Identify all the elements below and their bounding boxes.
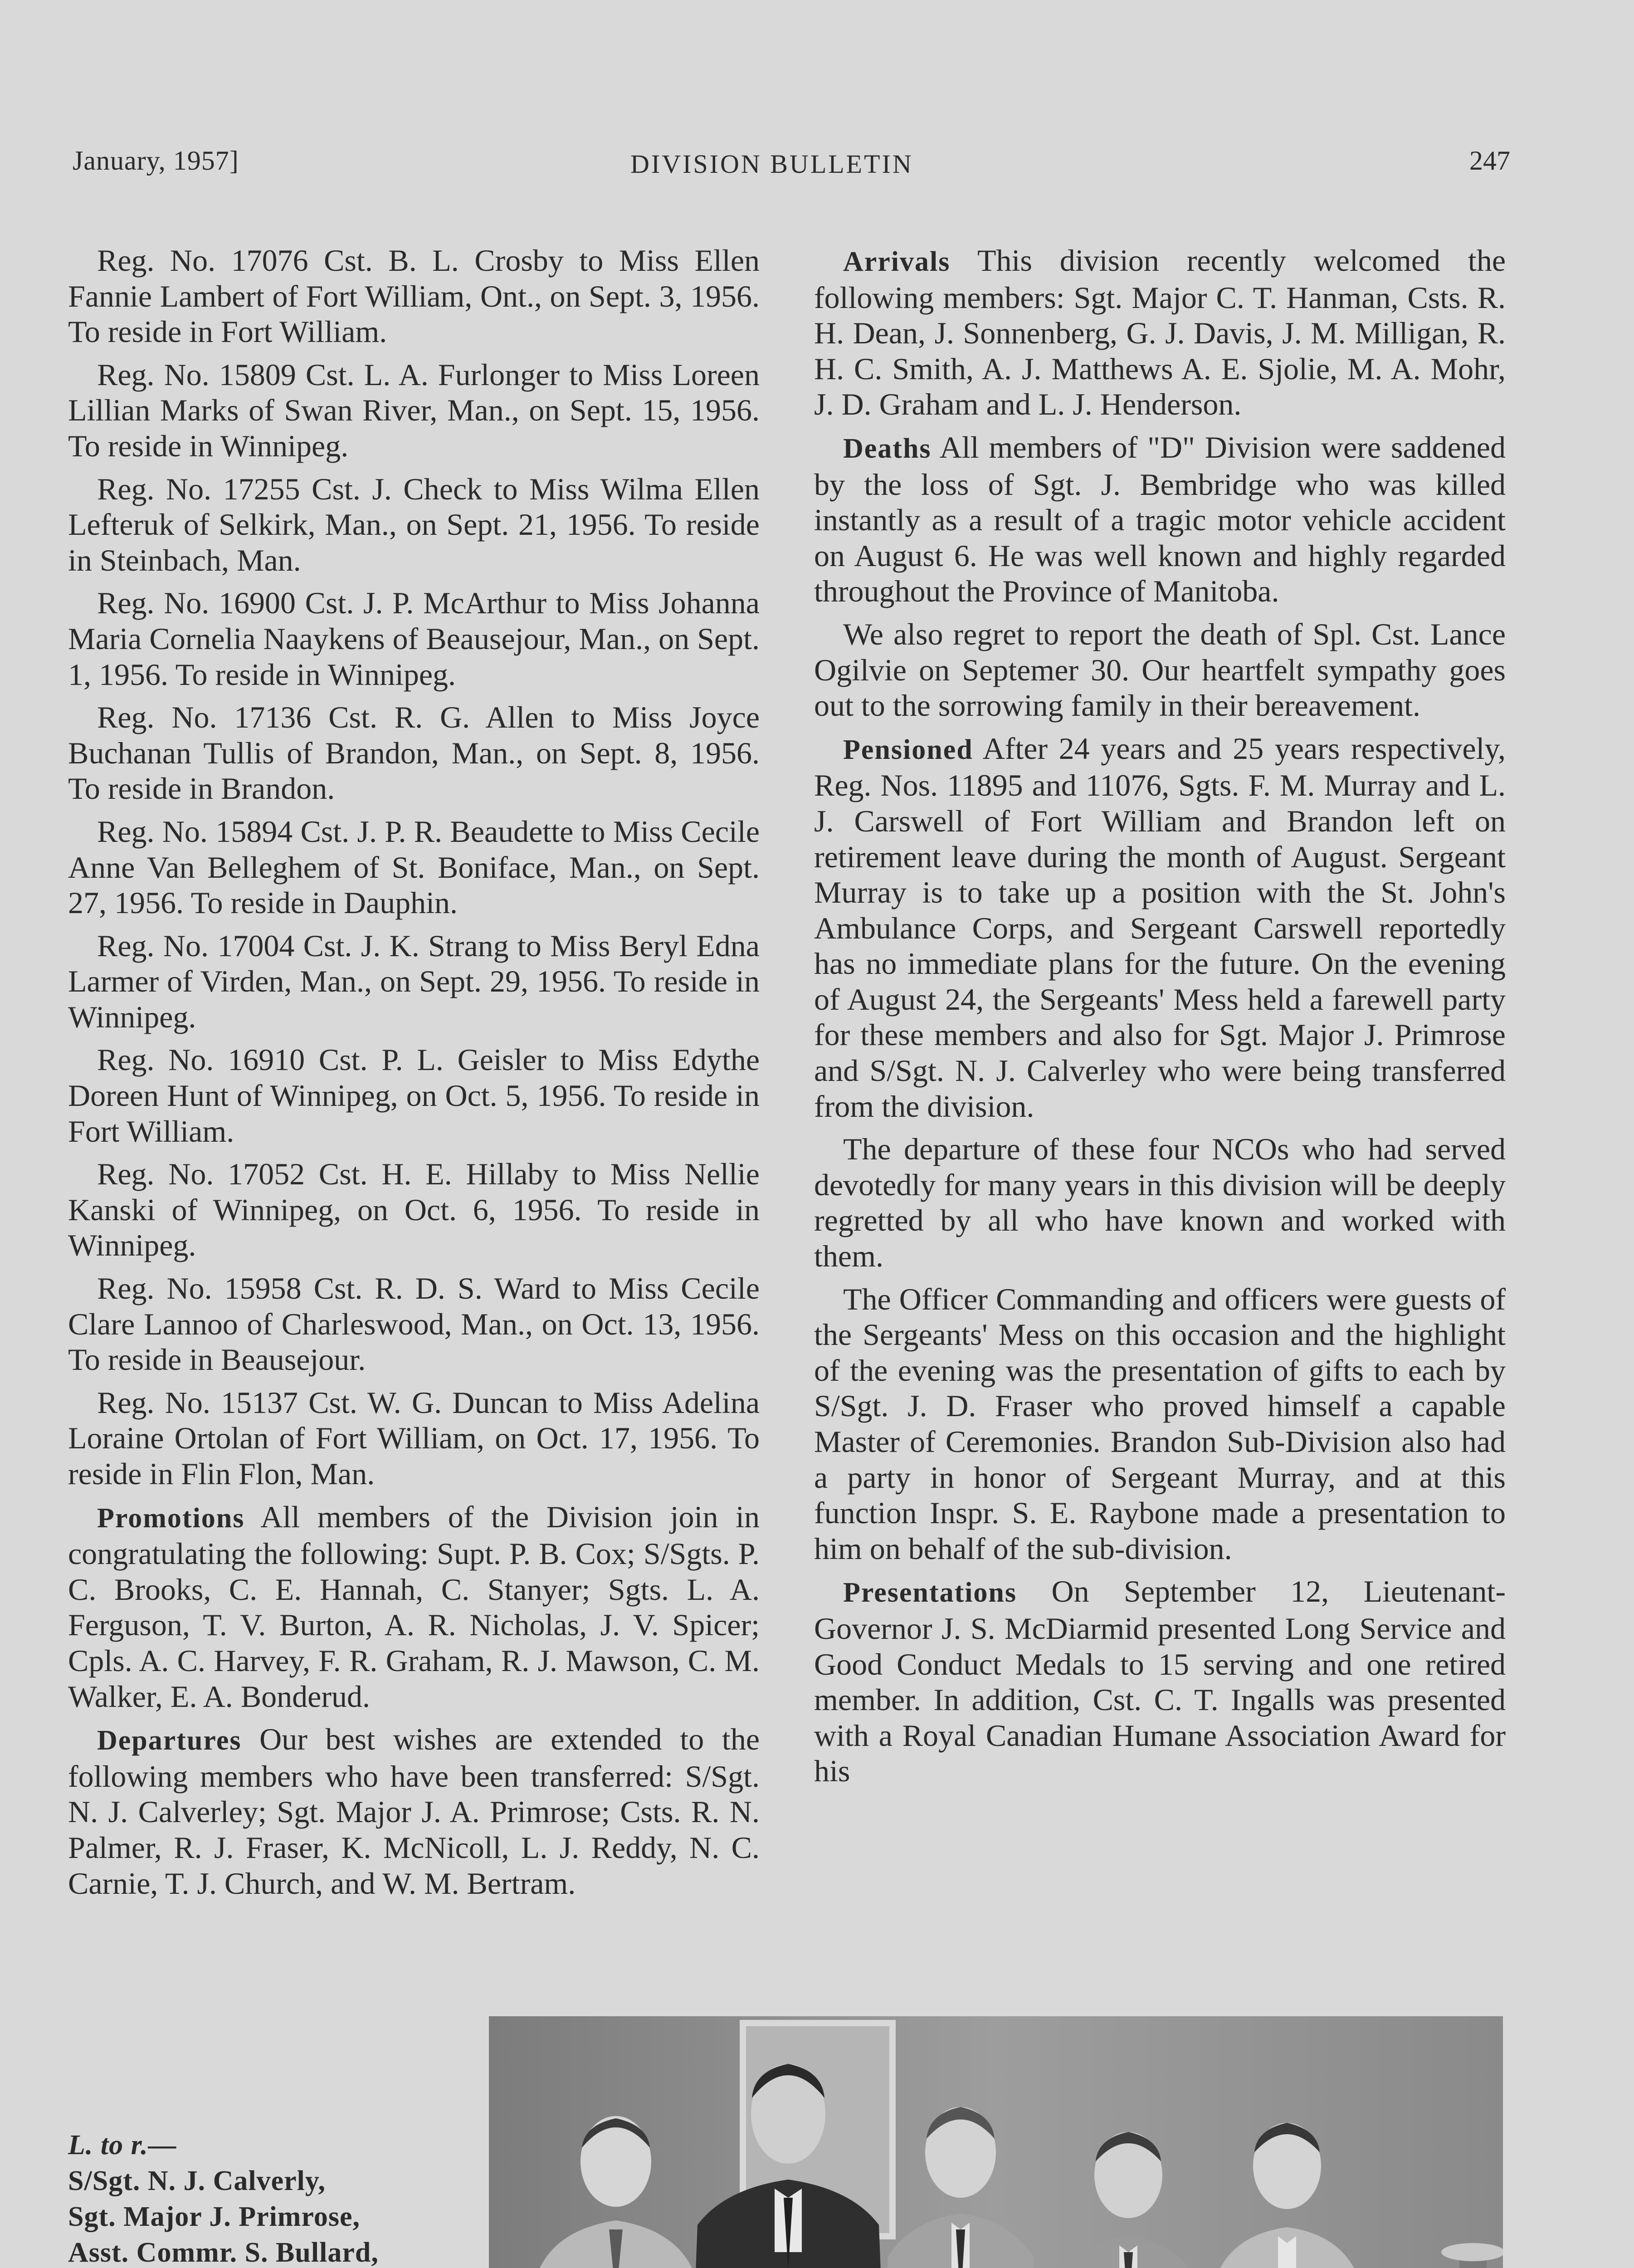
marriage-entry: Reg. No. 17004 Cst. J. K. Strang to Miss Beryl Edna Larmer of Virden, Man., on Sept. 29, 1956. To reside in Winnipeg. [68,928,760,1034]
departures-heading: Departures [97,1725,242,1756]
deaths-heading: Deaths [843,433,932,464]
marriage-entry: Reg. No. 17052 Cst. H. E. Hillaby to Miss Nellie Kanski of Winnipeg, on Oct. 6, 1956. To reside in Winnipeg. [68,1157,760,1263]
header-title: DIVISION BULLETIN [630,149,913,179]
caption-lead: L. to r.— [68,2130,177,2160]
right-column [814,243,1506,1796]
header-date: January, 1957] [73,146,239,176]
promotions-section [68,1499,760,1715]
presentations-section [814,1574,1506,1789]
deaths-paragraph-2: We also regret to report the death of Spl. Cst. Lance Ogilvie on Septemer 30. Our heartfelt sympathy goes out to the sorrowing family in their bereavement. [814,616,1506,723]
left-column [68,243,760,1908]
group-photo [489,2016,1503,2268]
pensioned-text: After 24 years and 25 years respectively, Reg. Nos. 11895 and 11076, Sgts. F. M. Murray and L. J. Carswell of Fort William and Brandon left on retirement leave during the month of August. Sergeant Murray is to take up a position with the St. John's Ambulance Corps, and Sergeant Carswell reportedly has no immediate plans for the future. On the evening of August 24, the Sergeants' Mess held a farewell party for these members and also for Sgt. Major J. Primrose and S/Sgt. N. J. Calverley who were being transferred from the division. [814,731,1506,1124]
presentations-text: On September 12, Lieutenant-Governor J. S. McDiarmid presented Long Service and Good Conduct Medals to 15 serving and one retired member. In addition, Cst. C. T. Ingalls was presented with a Royal Canadian Humane Association Award for his [814,1574,1506,1789]
deaths-text: All members of "D" Division were saddened by the loss of Sgt. J. Bembridge who was killed instantly as a result of a tragic motor vehicle accident on August 6. He was well known and highly regarded throughout the Province of Manitoba. [814,430,1506,609]
pensioned-paragraph-3: The Officer Commanding and officers were guests of the Sergeants' Mess on this occasion and the highlight of the evening was the presentation of gifts to each by S/Sgt. J. D. Fraser who proved himself a capable Master of Ceremonies. Brandon Sub-Division also had a party in honor of Sergeant Murray, and at this function Inspr. S. E. Raybone made a presentation to him on behalf of the sub-division. [814,1281,1506,1566]
running-header [73,145,1510,195]
arrivals-section [814,243,1506,422]
marriage-entry: Reg. No. 16900 Cst. J. P. McArthur to Miss Johanna Maria Cornelia Naaykens of Beausejour, Man., on Sept. 1, 1956. To reside in Winnipeg. [68,586,760,692]
departures-section [68,1721,760,1901]
marriage-entry: Reg. No. 17136 Cst. R. G. Allen to Miss Joyce Buchanan Tullis of Brandon, Man., on Sept. 8, 1956. To reside in Brandon. [68,700,760,806]
pensioned-section [814,731,1506,1124]
arrivals-heading: Arrivals [843,246,951,277]
caption-line: S/Sgt. N. J. Calverly, [68,2165,326,2196]
pensioned-paragraph-2: The departure of these four NCOs who had served devotedly for many years in this division will be deeply regretted by all who have known and worked with them. [814,1132,1506,1274]
caption-line: Sgt. Major J. Primrose, [68,2201,360,2232]
departures-text: Our best wishes are extended to the following members who have been transferred: S/Sgt. N. J. Calverley; Sgt. Major J. A. Primrose; Csts. R. N. Palmer, R. J. Fraser, K. McNicoll, L. J. Reddy, N. C. Carnie, T. J. Church, and W. M. Bertram. [68,1722,760,1901]
deaths-section [814,430,1506,609]
promotions-heading: Promotions [97,1502,245,1534]
marriage-entry: Reg. No. 15137 Cst. W. G. Duncan to Miss Adelina Loraine Ortolan of Fort William, on Oct. 17, 1956. To reside in Flin Flon, Man. [68,1385,760,1491]
marriage-entry: Reg. No. 15809 Cst. L. A. Furlonger to Miss Loreen Lillian Marks of Swan River, Man., on Sept. 15, 1956. To reside in Winnipeg. [68,357,760,463]
marriage-entry: Reg. No. 17076 Cst. B. L. Crosby to Miss Ellen Fannie Lambert of Fort William, Ont., on Sept. 3, 1956. To reside in Fort William. [68,243,760,349]
marriage-entry: Reg. No. 16910 Cst. P. L. Geisler to Miss Edythe Doreen Hunt of Winnipeg, on Oct. 5, 1956. To reside in Fort William. [68,1042,760,1149]
pensioned-heading: Pensioned [843,734,973,765]
photo-caption [68,2127,476,2268]
promotions-text: All members of the Division join in congratulating the following: Supt. P. B. Cox; S/Sgts. P. C. Brooks, C. E. Hannah, C. Stanyer; Sgts. L. A. Ferguson, T. V. Burton, A. R. Nicholas, J. V. Spicer; Cpls. A. C. Harvey, F. R. Graham, R. J. Mawson, C. M. Walker, E. A. Bonderud. [68,1499,760,1714]
marriage-entry: Reg. No. 17255 Cst. J. Check to Miss Wilma Ellen Lefteruk of Selkirk, Man., on Sept. 21, 1956. To reside in Steinbach, Man. [68,471,760,577]
group-photo-illustration [489,2016,1503,2268]
caption-line: Asst. Commr. S. Bullard, [68,2237,379,2268]
marriage-entry: Reg. No. 15894 Cst. J. P. R. Beaudette to Miss Cecile Anne Van Belleghem of St. Boniface, Man., on Sept. 27, 1956. To reside in Dauphin. [68,814,760,920]
arrivals-text: This division recently welcomed the following members: Sgt. Major C. T. Hanman, Csts. R. H. Dean, J. Sonnenberg, G. J. Davis, J. M. Milligan, R. H. C. Smith, A. J. Matthews A. E. Sjolie, M. A. Mohr, J. D. Graham and L. J. Henderson. [814,243,1506,422]
page-number: 247 [1469,146,1510,176]
marriage-entry: Reg. No. 15958 Cst. R. D. S. Ward to Miss Cecile Clare Lannoo of Charleswood, Man., on Oct. 13, 1956. To reside in Beausejour. [68,1271,760,1377]
presentations-heading: Presentations [843,1577,1017,1608]
